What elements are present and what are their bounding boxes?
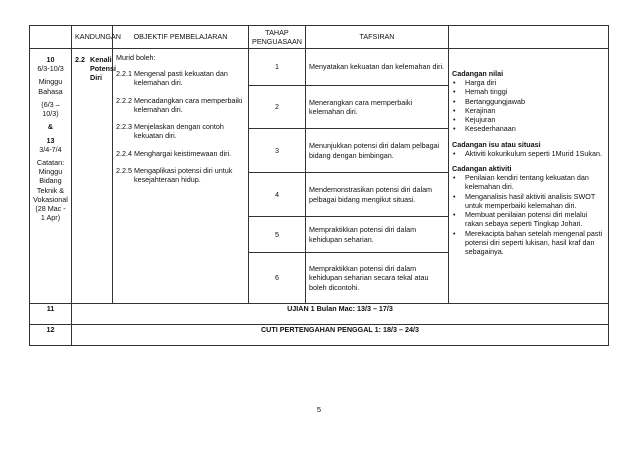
header-tafsiran: TAFSIRAN (306, 26, 449, 49)
week-minggu: Minggu (38, 77, 63, 87)
objective-item: 2.2.5 Mengaplikasi potensi diri untuk kesejahteraan hidup. (116, 165, 233, 184)
level-number: 4 (249, 173, 306, 217)
week-range: (6/3 – 10/3) (41, 99, 60, 119)
row-week-number: 11 (30, 304, 72, 325)
header-row (30, 26, 609, 49)
level-number: 5 (249, 217, 306, 253)
isu-item: • Aktiviti kokurikulum seperti 1Murid 1Sukan. (452, 149, 605, 158)
page-number: 5 (316, 405, 322, 414)
week-catatan: Catatan: Minggu Bidang Teknik & Vokasional (28 Mac - 1 Apr) (33, 157, 68, 223)
header-notes (449, 26, 609, 49)
level-row (30, 49, 609, 86)
lesson-plan-table (29, 25, 609, 346)
objective-item: 2.2.1 Mengenal pasti kekuatan dan kelemahan diri. (116, 69, 228, 88)
isu-list (452, 149, 605, 158)
level-description: Menunjukkan potensi diri dalam pelbagai bidang dengan bimbingan. (306, 129, 449, 173)
row-event: CUTI PERTENGAHAN PENGGAL 1: 18/3 – 24/3 (72, 325, 609, 346)
nilai-item: • Kerajinan (452, 106, 605, 115)
level-description: Mendemonstrasikan potensi diri dalam pelbagai bidang mengikut situasi. (306, 173, 449, 217)
objectives-intro: Murid boleh: (116, 53, 156, 62)
header-objektif: OBJEKTIF PEMBELAJARAN (113, 26, 249, 49)
nilai-item: • Hemah tinggi (452, 87, 605, 96)
nilai-item: • Kejujuran (452, 115, 605, 124)
content-title: Kenali Potensi Diri (90, 55, 116, 83)
aktiviti-item: • Merekacipta bahan setelah mengenal pasti potensi diri seperti lukisan, hasil kraf dan sebagainya. (452, 229, 605, 257)
week-number: 10 (46, 55, 55, 64)
week-bahasa: Bahasa (38, 86, 63, 96)
row-week-number: 12 (30, 325, 72, 346)
nilai-heading: Cadangan nilai (452, 69, 504, 78)
week-date: 3/4-7/4 (39, 144, 62, 154)
level-description: Menerangkan cara memperbaiki kelemahan diri. (306, 86, 449, 129)
level-description: Mempraktikkan potensi diri dalam kehidupan seharian. (306, 217, 449, 253)
nilai-item: • Kesederhanaan (452, 124, 605, 133)
aktiviti-list (452, 173, 605, 256)
level-number: 2 (249, 86, 306, 129)
level-number: 3 (249, 129, 306, 173)
aktiviti-item: • Menganalisis hasil aktiviti analisis SWOT untuk memperbaiki kelemahan diri. (452, 192, 605, 210)
week-cell (30, 49, 72, 304)
objective-item: 2.2.2 Mencadangkan cara memperbaiki kelemahan diri. (116, 95, 243, 114)
level-description: Mempraktikkan potensi diri dalam kehidupan seharian secara tekal atau boleh dicontohi. (306, 253, 449, 304)
week-date: 6/3-10/3 (37, 64, 64, 74)
isu-heading: Cadangan isu atau situasi (452, 139, 541, 149)
nilai-item: • Bertanggungjawab (452, 97, 605, 106)
level-description: Menyatakan kekuatan dan kelemahan diri. (306, 49, 449, 86)
table-row (30, 304, 609, 325)
week-ampersand: & (47, 122, 54, 132)
objective-item: 2.2.3 Menjelaskan dengan contoh kekuatan diri. (116, 122, 224, 141)
header-week (30, 26, 72, 49)
week-number: 13 (46, 135, 55, 145)
aktiviti-heading: Cadangan aktiviti (452, 163, 512, 173)
content-cell (72, 49, 116, 304)
header-kandungan: KANDUNGAN (72, 26, 113, 49)
objective-item: 2.2.4 Menghargai keistimewaan diri. (116, 148, 232, 158)
row-event: UJIAN 1 Bulan Mac: 13/3 – 17/3 (72, 304, 609, 325)
nilai-item: • Harga diri (452, 78, 605, 87)
level-number: 6 (249, 253, 306, 304)
aktiviti-item: • Membuat penilaian potensi diri melalui rakan sebaya seperti Tingkap Johari. (452, 210, 605, 228)
content-code: 2.2 (75, 55, 85, 64)
table-row (30, 325, 609, 346)
aktiviti-item: • Penilaian kendiri tentang kekuatan dan kelemahan diri. (452, 173, 605, 191)
notes-cell (449, 49, 609, 304)
header-tahap: TAHAP PENGUASAAN (249, 26, 306, 49)
nilai-list (452, 78, 605, 133)
objectives-cell (113, 49, 249, 304)
level-number: 1 (249, 49, 306, 86)
